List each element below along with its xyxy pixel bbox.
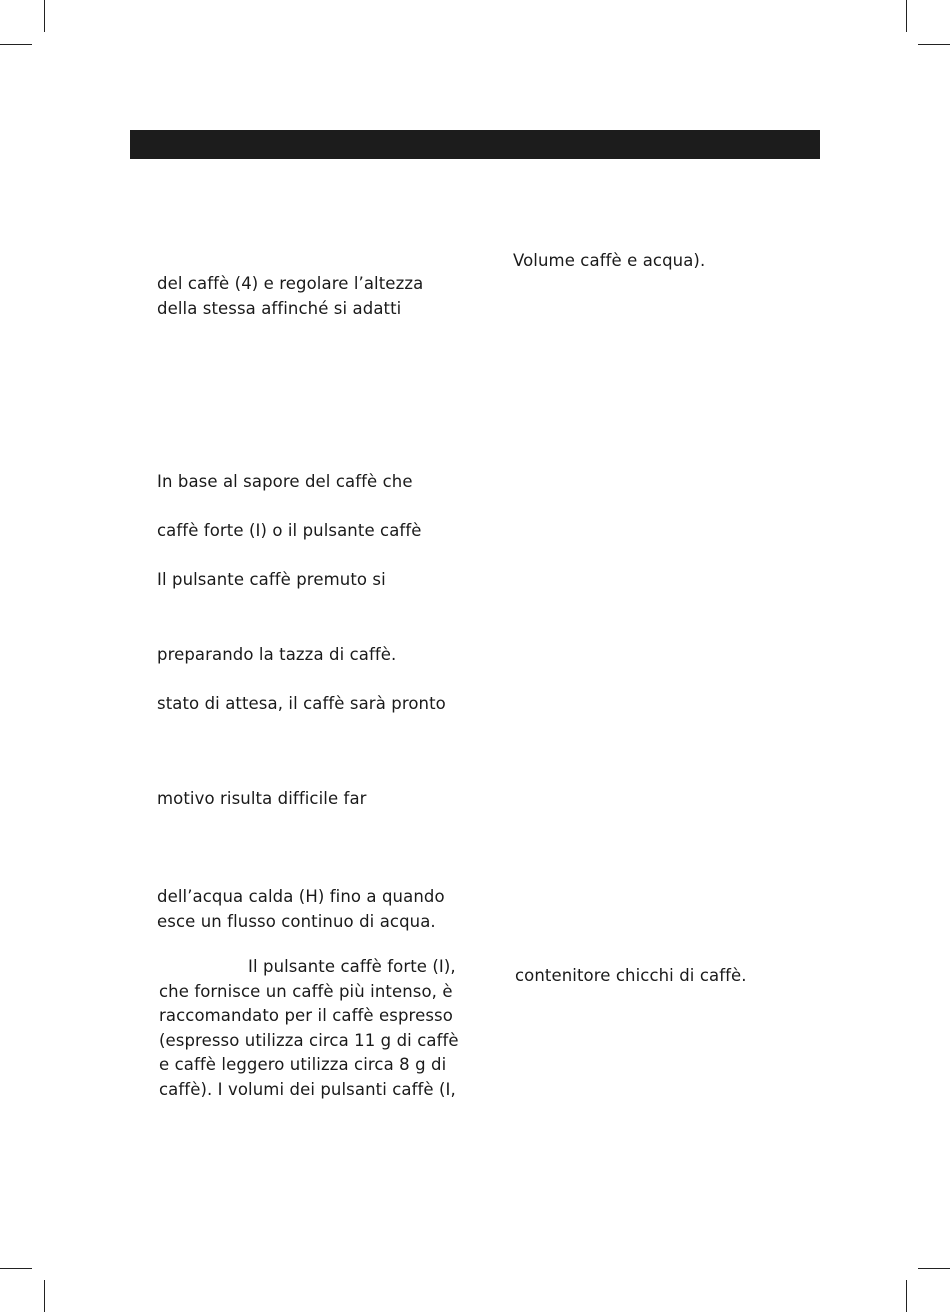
text-line: stato di attesa, il caffè sarà pronto: [157, 694, 446, 713]
text-line: della stessa affinché si adatti: [157, 299, 402, 318]
text-line: dell’acqua calda (H) fino a quando: [157, 887, 445, 906]
crop-mark-bottom-right-vertical: [906, 1280, 907, 1312]
text-line: In base al sapore del caffè che: [157, 472, 413, 491]
text-line: raccomandato per il caffè espresso: [159, 1006, 453, 1025]
crop-mark-top-right-vertical: [906, 0, 907, 32]
text-line: Il pulsante caffè premuto si: [157, 570, 386, 589]
crop-mark-top-right-horizontal: [918, 44, 950, 45]
crop-mark-top-left-vertical: [44, 0, 45, 32]
text-line: esce un flusso continuo di acqua.: [157, 912, 436, 931]
text-line: caffè forte (I) o il pulsante caffè: [157, 521, 422, 540]
text-line: contenitore chicchi di caffè.: [515, 966, 747, 985]
crop-mark-bottom-left-horizontal: [0, 1268, 32, 1269]
crop-mark-bottom-left-vertical: [44, 1280, 45, 1312]
text-line: che fornisce un caffè più intenso, è: [159, 982, 453, 1001]
text-line: Volume caffè e acqua).: [513, 251, 706, 270]
crop-mark-top-left-horizontal: [0, 44, 32, 45]
text-line: motivo risulta difficile far: [157, 789, 367, 808]
crop-mark-bottom-right-horizontal: [918, 1268, 950, 1269]
text-line: preparando la tazza di caffè.: [157, 645, 397, 664]
text-line: (espresso utilizza circa 11 g di caffè: [159, 1031, 459, 1050]
text-line: del caffè (4) e regolare l’altezza: [157, 274, 424, 293]
text-line: Il pulsante caffè forte (I),: [248, 957, 456, 976]
text-line: e caffè leggero utilizza circa 8 g di: [159, 1055, 447, 1074]
text-line: caffè). I volumi dei pulsanti caffè (I,: [159, 1080, 456, 1099]
section-header-bar: [130, 130, 820, 159]
